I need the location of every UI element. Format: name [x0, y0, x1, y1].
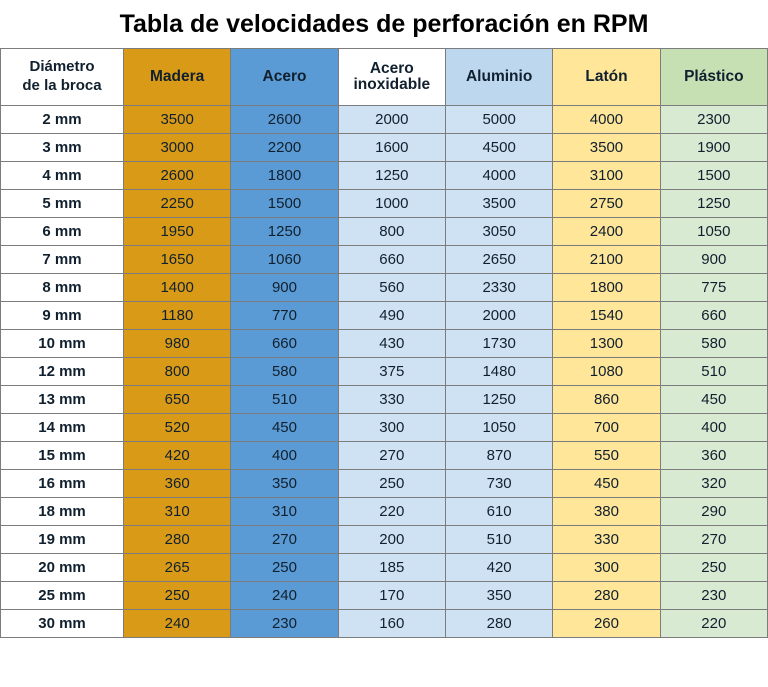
- cell-laton: 1540: [553, 302, 660, 330]
- cell-inox: 220: [338, 498, 445, 526]
- cell-madera: 1400: [124, 274, 231, 302]
- cell-laton: 2400: [553, 218, 660, 246]
- cell-inox: 200: [338, 526, 445, 554]
- table-row: [1, 330, 768, 358]
- cell-acero: 250: [231, 554, 338, 582]
- cell-aluminio: 4000: [445, 162, 552, 190]
- cell-madera: 3500: [124, 106, 231, 134]
- drill-speed-table: [0, 48, 768, 638]
- cell-acero: 2200: [231, 134, 338, 162]
- cell-inox: 185: [338, 554, 445, 582]
- cell-acero: 350: [231, 470, 338, 498]
- cell-laton: 1080: [553, 358, 660, 386]
- cell-inox: 430: [338, 330, 445, 358]
- cell-inox: 800: [338, 218, 445, 246]
- cell-diameter: 20 mm: [1, 554, 124, 582]
- cell-aluminio: 1480: [445, 358, 552, 386]
- header-diameter-line1: Diámetro: [29, 58, 95, 76]
- header-diameter: [1, 49, 124, 106]
- cell-aluminio: 2000: [445, 302, 552, 330]
- cell-diameter: 8 mm: [1, 274, 124, 302]
- table-row: [1, 386, 768, 414]
- table-row: [1, 134, 768, 162]
- cell-laton: 860: [553, 386, 660, 414]
- cell-plastico: 230: [660, 582, 767, 610]
- cell-diameter: 6 mm: [1, 218, 124, 246]
- table-row: [1, 218, 768, 246]
- cell-aluminio: 510: [445, 526, 552, 554]
- table-row: [1, 358, 768, 386]
- cell-laton: 1800: [553, 274, 660, 302]
- cell-diameter: 25 mm: [1, 582, 124, 610]
- cell-plastico: 220: [660, 610, 767, 638]
- page-title: Tabla de velocidades de perforación en RPM: [119, 10, 649, 38]
- cell-aluminio: 3050: [445, 218, 552, 246]
- header-acero-inoxidable: Acero inoxidable: [338, 49, 445, 106]
- cell-madera: 280: [124, 526, 231, 554]
- cell-plastico: 1250: [660, 190, 767, 218]
- cell-madera: 2250: [124, 190, 231, 218]
- cell-aluminio: 420: [445, 554, 552, 582]
- cell-diameter: 18 mm: [1, 498, 124, 526]
- cell-madera: 1650: [124, 246, 231, 274]
- cell-laton: 280: [553, 582, 660, 610]
- cell-inox: 1250: [338, 162, 445, 190]
- table-body: [1, 106, 768, 638]
- cell-acero: 510: [231, 386, 338, 414]
- cell-madera: 310: [124, 498, 231, 526]
- cell-madera: 265: [124, 554, 231, 582]
- cell-acero: 450: [231, 414, 338, 442]
- cell-laton: 4000: [553, 106, 660, 134]
- cell-aluminio: 870: [445, 442, 552, 470]
- cell-aluminio: 350: [445, 582, 552, 610]
- cell-diameter: 2 mm: [1, 106, 124, 134]
- cell-acero: 310: [231, 498, 338, 526]
- cell-madera: 520: [124, 414, 231, 442]
- cell-diameter: 16 mm: [1, 470, 124, 498]
- cell-acero: 2600: [231, 106, 338, 134]
- cell-laton: 2750: [553, 190, 660, 218]
- cell-laton: 300: [553, 554, 660, 582]
- table-row: [1, 106, 768, 134]
- cell-madera: 800: [124, 358, 231, 386]
- cell-aluminio: 2330: [445, 274, 552, 302]
- cell-laton: 1300: [553, 330, 660, 358]
- cell-madera: 980: [124, 330, 231, 358]
- cell-inox: 250: [338, 470, 445, 498]
- cell-acero: 660: [231, 330, 338, 358]
- cell-acero: 1250: [231, 218, 338, 246]
- cell-madera: 650: [124, 386, 231, 414]
- cell-acero: 1500: [231, 190, 338, 218]
- cell-inox: 375: [338, 358, 445, 386]
- table-row: [1, 414, 768, 442]
- cell-laton: 3500: [553, 134, 660, 162]
- table-row: [1, 610, 768, 638]
- table-row: [1, 246, 768, 274]
- cell-laton: 700: [553, 414, 660, 442]
- table-row: [1, 582, 768, 610]
- cell-madera: 360: [124, 470, 231, 498]
- cell-laton: 260: [553, 610, 660, 638]
- table-row: [1, 190, 768, 218]
- header-plastico: Plástico: [660, 49, 767, 106]
- cell-plastico: 1900: [660, 134, 767, 162]
- cell-acero: 770: [231, 302, 338, 330]
- cell-madera: 420: [124, 442, 231, 470]
- header-diameter-line2: de la broca: [22, 77, 102, 94]
- cell-plastico: 450: [660, 386, 767, 414]
- table-header-row: [1, 49, 768, 106]
- cell-laton: 380: [553, 498, 660, 526]
- cell-aluminio: 3500: [445, 190, 552, 218]
- cell-acero: 240: [231, 582, 338, 610]
- cell-acero: 400: [231, 442, 338, 470]
- cell-inox: 660: [338, 246, 445, 274]
- cell-plastico: 660: [660, 302, 767, 330]
- cell-aluminio: 610: [445, 498, 552, 526]
- cell-diameter: 19 mm: [1, 526, 124, 554]
- cell-acero: 1060: [231, 246, 338, 274]
- cell-inox: 1600: [338, 134, 445, 162]
- cell-acero: 580: [231, 358, 338, 386]
- cell-diameter: 3 mm: [1, 134, 124, 162]
- cell-plastico: 360: [660, 442, 767, 470]
- header-aluminio: Aluminio: [445, 49, 552, 106]
- cell-acero: 270: [231, 526, 338, 554]
- cell-madera: 2600: [124, 162, 231, 190]
- header-acero: Acero: [231, 49, 338, 106]
- cell-plastico: 250: [660, 554, 767, 582]
- cell-laton: 550: [553, 442, 660, 470]
- cell-aluminio: 1050: [445, 414, 552, 442]
- cell-diameter: 10 mm: [1, 330, 124, 358]
- cell-diameter: 12 mm: [1, 358, 124, 386]
- cell-madera: 250: [124, 582, 231, 610]
- cell-diameter: 7 mm: [1, 246, 124, 274]
- cell-plastico: 290: [660, 498, 767, 526]
- table-row: [1, 162, 768, 190]
- table-row: [1, 526, 768, 554]
- header-madera: Madera: [124, 49, 231, 106]
- cell-plastico: 1050: [660, 218, 767, 246]
- cell-plastico: 775: [660, 274, 767, 302]
- table-row: [1, 274, 768, 302]
- table-row: [1, 498, 768, 526]
- cell-diameter: 4 mm: [1, 162, 124, 190]
- cell-plastico: 900: [660, 246, 767, 274]
- cell-aluminio: 280: [445, 610, 552, 638]
- cell-laton: 3100: [553, 162, 660, 190]
- table-row: [1, 554, 768, 582]
- cell-laton: 330: [553, 526, 660, 554]
- cell-inox: 1000: [338, 190, 445, 218]
- table-row: [1, 470, 768, 498]
- cell-inox: 300: [338, 414, 445, 442]
- cell-acero: 900: [231, 274, 338, 302]
- cell-diameter: 14 mm: [1, 414, 124, 442]
- cell-plastico: 400: [660, 414, 767, 442]
- table-row: [1, 442, 768, 470]
- cell-plastico: 580: [660, 330, 767, 358]
- cell-acero: 230: [231, 610, 338, 638]
- cell-aluminio: 1250: [445, 386, 552, 414]
- cell-plastico: 320: [660, 470, 767, 498]
- cell-aluminio: 5000: [445, 106, 552, 134]
- cell-inox: 2000: [338, 106, 445, 134]
- cell-plastico: 270: [660, 526, 767, 554]
- cell-inox: 330: [338, 386, 445, 414]
- cell-diameter: 15 mm: [1, 442, 124, 470]
- cell-inox: 160: [338, 610, 445, 638]
- cell-diameter: 13 mm: [1, 386, 124, 414]
- cell-diameter: 30 mm: [1, 610, 124, 638]
- cell-inox: 560: [338, 274, 445, 302]
- cell-aluminio: 730: [445, 470, 552, 498]
- cell-aluminio: 2650: [445, 246, 552, 274]
- cell-madera: 240: [124, 610, 231, 638]
- cell-inox: 490: [338, 302, 445, 330]
- cell-inox: 170: [338, 582, 445, 610]
- table-header: [1, 49, 768, 106]
- cell-madera: 3000: [124, 134, 231, 162]
- header-laton: Latón: [553, 49, 660, 106]
- cell-laton: 450: [553, 470, 660, 498]
- table-row: [1, 302, 768, 330]
- cell-aluminio: 1730: [445, 330, 552, 358]
- cell-laton: 2100: [553, 246, 660, 274]
- cell-madera: 1180: [124, 302, 231, 330]
- cell-diameter: 5 mm: [1, 190, 124, 218]
- cell-madera: 1950: [124, 218, 231, 246]
- cell-plastico: 1500: [660, 162, 767, 190]
- cell-plastico: 510: [660, 358, 767, 386]
- cell-plastico: 2300: [660, 106, 767, 134]
- cell-inox: 270: [338, 442, 445, 470]
- cell-diameter: 9 mm: [1, 302, 124, 330]
- cell-acero: 1800: [231, 162, 338, 190]
- cell-aluminio: 4500: [445, 134, 552, 162]
